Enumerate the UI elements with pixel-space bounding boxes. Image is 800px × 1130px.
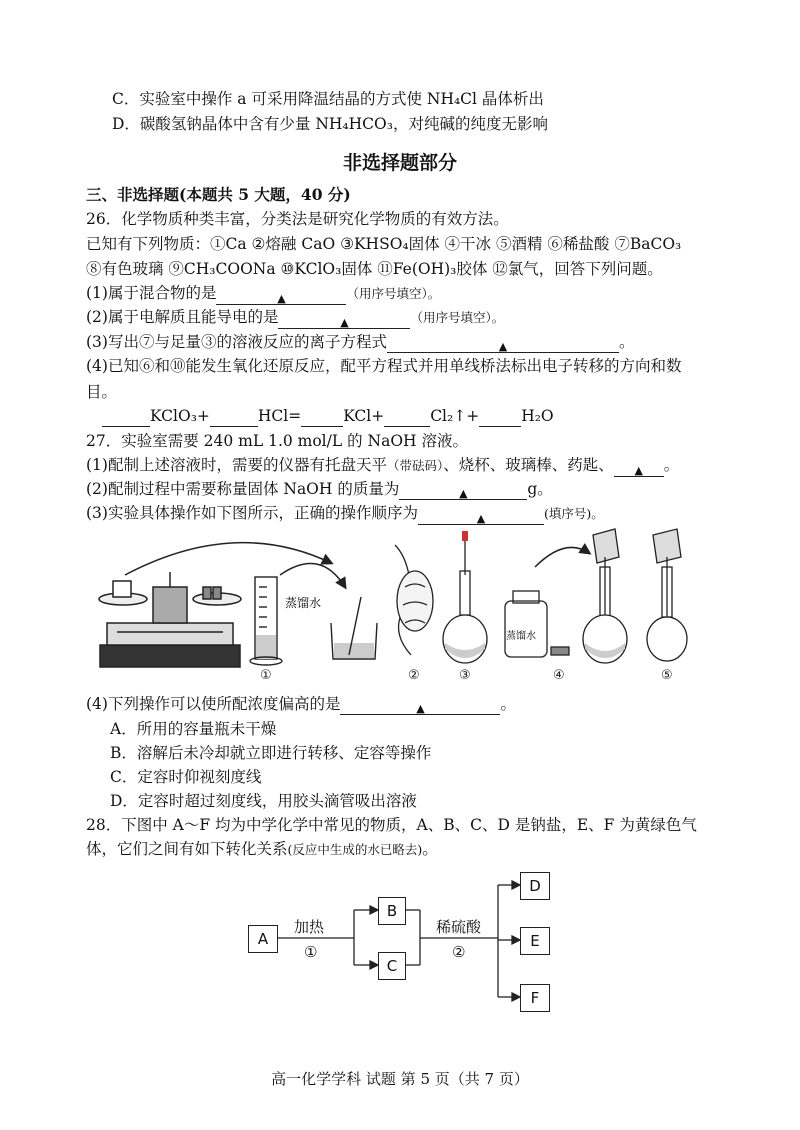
option-a: A．所用的容量瓶未干燥 xyxy=(110,720,277,738)
hint: （用序号填空）。 xyxy=(410,310,505,325)
option-c: C．定容时仰视刻度线 xyxy=(110,768,262,786)
q28-stem-text: 体，它们之间有如下转化关系 xyxy=(86,840,288,858)
q26-part3-text: (3)写出⑦与足量③的溶液反应的离子方程式 xyxy=(86,333,387,351)
triangle-mark: ▲ xyxy=(498,340,508,353)
node-f: F xyxy=(520,984,550,1012)
step-label-5: ⑤ xyxy=(661,668,673,683)
q26-stem: 26．化学物质种类丰富，分类法是研究化学物质的有效方法。 xyxy=(86,210,509,228)
q27-part4-text: (4)下列操作可以使所配浓度偏高的是 xyxy=(86,695,341,713)
q27-part3-text: (3)实验具体操作如下图所示，正确的操作顺序为 xyxy=(86,504,418,522)
water-label: 蒸馏水 xyxy=(285,596,322,610)
hint: (填序号)。 xyxy=(543,506,604,521)
node-d: D xyxy=(520,872,550,900)
node-a: A xyxy=(248,925,278,953)
heat-label: 加热 xyxy=(294,918,325,936)
triangle-mark: ▲ xyxy=(416,702,425,715)
hint: (反应中生成的水已略去) xyxy=(287,842,423,857)
triangle-mark: ▲ xyxy=(340,316,349,329)
option-c-prev: C．实验室中操作 a 可采用降温结晶的方式使 NH₄Cl 晶体析出 xyxy=(112,90,544,108)
eq-hcl: HCl= xyxy=(257,407,302,425)
q26-part4-cont: 目。 xyxy=(86,383,118,401)
period: 。 xyxy=(663,456,680,474)
q27-part2-text: (2)配制过程中需要称量固体 NaOH 的质量为 xyxy=(86,480,400,498)
hint: （带砝码） xyxy=(386,458,444,473)
q26-part1-text: (1)属于混合物的是 xyxy=(86,284,217,302)
q26-part2-text: (2)属于电解质且能导电的是 xyxy=(86,308,279,326)
option-b: B．溶解后未冷却就立即进行转移、定容等操作 xyxy=(110,744,432,762)
unit: g。 xyxy=(527,480,553,498)
eq-kcl: KCl+ xyxy=(343,407,385,425)
node-e: E xyxy=(520,927,550,955)
q28-stem: 28．下图中 A～F 均为中学化学中常见的物质，A、B、C、D 是钠盐，E、F 为黄绿色气 xyxy=(86,816,697,834)
eq-kclo3: KClO₃+ xyxy=(150,407,210,425)
period: 。 xyxy=(618,333,635,351)
triangle-mark: ▲ xyxy=(277,292,286,305)
q27-part1-text: (1)配制上述溶液时，需要的仪器有托盘天平 xyxy=(86,456,387,474)
period: 。 xyxy=(500,695,516,713)
acid-label: 稀硫酸 xyxy=(436,918,482,936)
section-heading: 三、非选择题(本题共 5 大题，40 分) xyxy=(86,185,351,204)
triangle-mark: ▲ xyxy=(459,487,468,500)
acid-step: ② xyxy=(452,943,466,961)
step-label-1: ① xyxy=(260,668,272,683)
eq-h2o: H₂O xyxy=(521,407,554,425)
step-label-2: ② xyxy=(408,668,420,683)
bottle-label: 蒸馏水 xyxy=(506,631,536,642)
step-label-3: ③ xyxy=(459,668,471,683)
q26-substances-1: 已知有下列物质：①Ca ②熔融 CaO ③KHSO₄固体 ④干冰 ⑤酒精 ⑥稀盐酸 ⑦BaCO₃ xyxy=(86,235,682,253)
option-d-prev: D．碳酸氢钠晶体中含有少量 NH₄HCO₃，对纯碱的纯度无影响 xyxy=(112,115,548,133)
node-b: B xyxy=(378,897,406,925)
triangle-mark: ▲ xyxy=(476,512,486,525)
period: 。 xyxy=(422,840,438,858)
eq-cl2: Cl₂↑+ xyxy=(430,407,480,425)
page-footer: 高一化学学科 试题 第 5 页（共 7 页） xyxy=(271,1070,529,1088)
option-d: D．定容时超过刻度线，用胶头滴管吸出溶液 xyxy=(110,792,417,810)
heat-step: ① xyxy=(304,943,318,961)
hint: （用序号填空）。 xyxy=(346,286,441,301)
section-title: 非选择题部分 xyxy=(342,152,457,174)
q27-part1-text-b: 、烧杯、玻璃棒、药匙、 xyxy=(443,456,614,474)
node-c: C xyxy=(378,952,406,980)
q26-substances-2: ⑧有色玻璃 ⑨CH₃COONa ⑩KClO₃固体 ⑪Fe(OH)₃胶体 ⑫氯气，回答下列问题。 xyxy=(86,260,663,278)
q26-part4: (4)已知⑥和⑩能发生氧化还原反应，配平方程式并用单线桥法标出电子转移的方向和数 xyxy=(86,357,682,375)
step-label-4: ④ xyxy=(553,668,565,683)
triangle-mark: ▲ xyxy=(634,464,643,477)
q27-stem: 27．实验室需要 240 mL 1.0 mol/L 的 NaOH 溶液。 xyxy=(86,432,468,450)
